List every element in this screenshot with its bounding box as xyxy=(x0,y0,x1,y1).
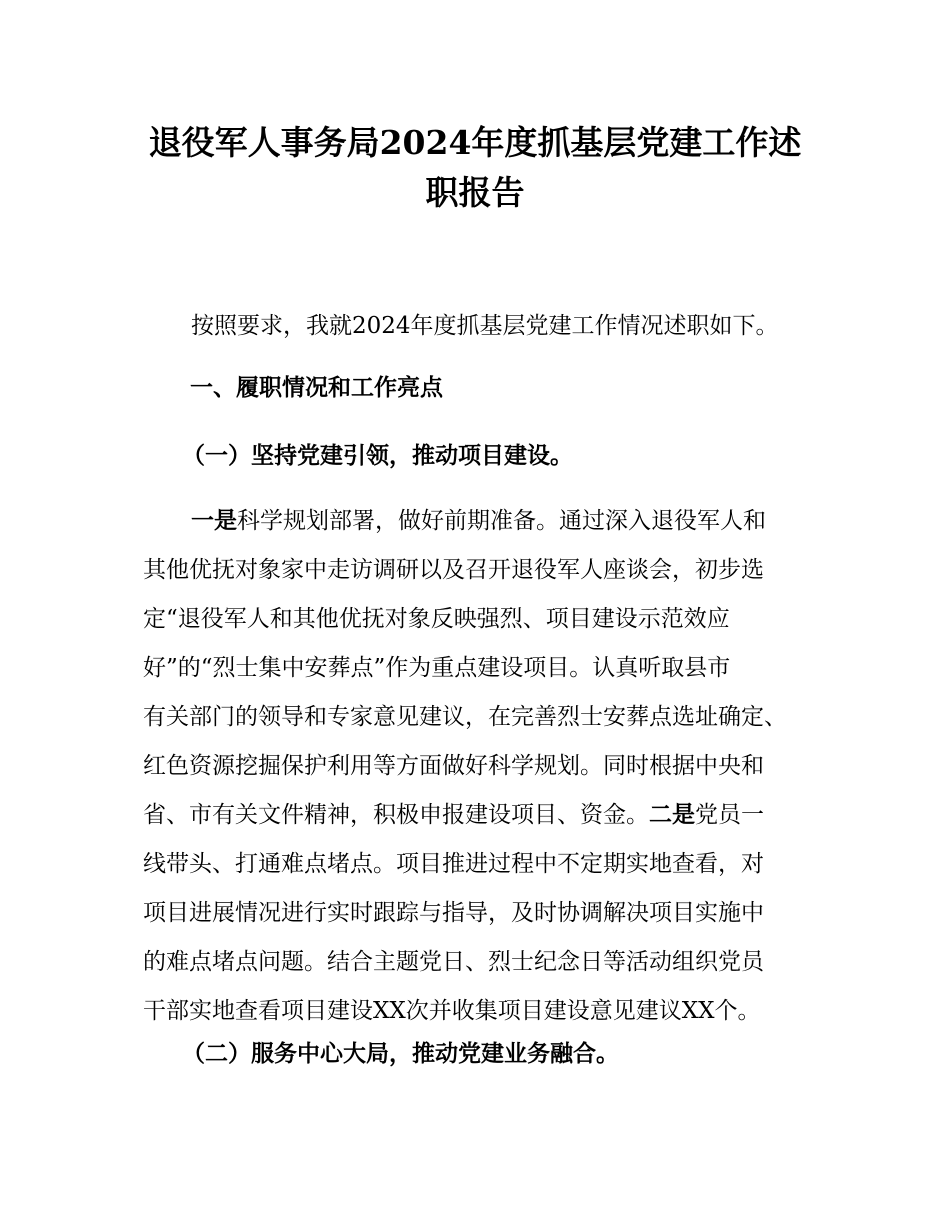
body-line: 定“退役军人和其他优抚对象反映强烈、项目建设示范效应 xyxy=(143,606,730,632)
body-text: 省、市有关文件精神，积极申报建设项目、资金。 xyxy=(143,802,649,828)
title-line-2: 职报告 xyxy=(425,173,525,212)
body-line: 红色资源挖掘保护利用等方面做好科学规划。同时根据中央和 xyxy=(143,753,764,779)
body-line: 项目进展情况进行实时跟踪与指导，及时协调解决项目实施中 xyxy=(143,900,764,926)
subsection-heading-1: （一）坚持党建引领，推动项目建设。 xyxy=(182,443,573,469)
lead-marker-1: 一是 xyxy=(191,508,237,534)
body-line: 线带头、打通难点堵点。项目推进过程中不定期实地查看，对 xyxy=(143,851,764,877)
title-line-1: 退役军人事务局2024年度抓基层党建工作述 xyxy=(148,123,802,162)
body-line: 有关部门的领导和专家意见建议，在完善烈士安葬点选址确定、 xyxy=(143,704,787,730)
body-line: 好”的“烈士集中安葬点”作为重点建设项目。认真听取县市 xyxy=(143,655,731,681)
body-line: 的难点堵点问题。结合主题党日、烈士纪念日等活动组织党员 xyxy=(143,949,764,975)
body-line xyxy=(143,497,833,546)
intro-paragraph: 按照要求，我就2024年度抓基层党建工作情况述职如下。 xyxy=(191,313,779,339)
body-line: 其他优抚对象家中走访调研以及召开退役军人座谈会，初步选 xyxy=(143,557,764,583)
section-heading-1: 一、履职情况和工作亮点 xyxy=(190,375,443,401)
lead-marker-2: 二是 xyxy=(649,802,695,828)
document-title xyxy=(100,118,850,218)
subsection-heading-2: （二）服务中心大局，推动党建业务融合。 xyxy=(182,1041,619,1067)
body-line: 干部实地查看项目建设XX次并收集项目建设意见建议XX个。 xyxy=(143,998,761,1024)
body-text: 科学规划部署，做好前期准备。通过深入退役军人和 xyxy=(237,508,766,534)
body-line xyxy=(143,791,833,840)
body-text: 党员一 xyxy=(695,802,764,828)
body-paragraph xyxy=(143,497,833,1036)
